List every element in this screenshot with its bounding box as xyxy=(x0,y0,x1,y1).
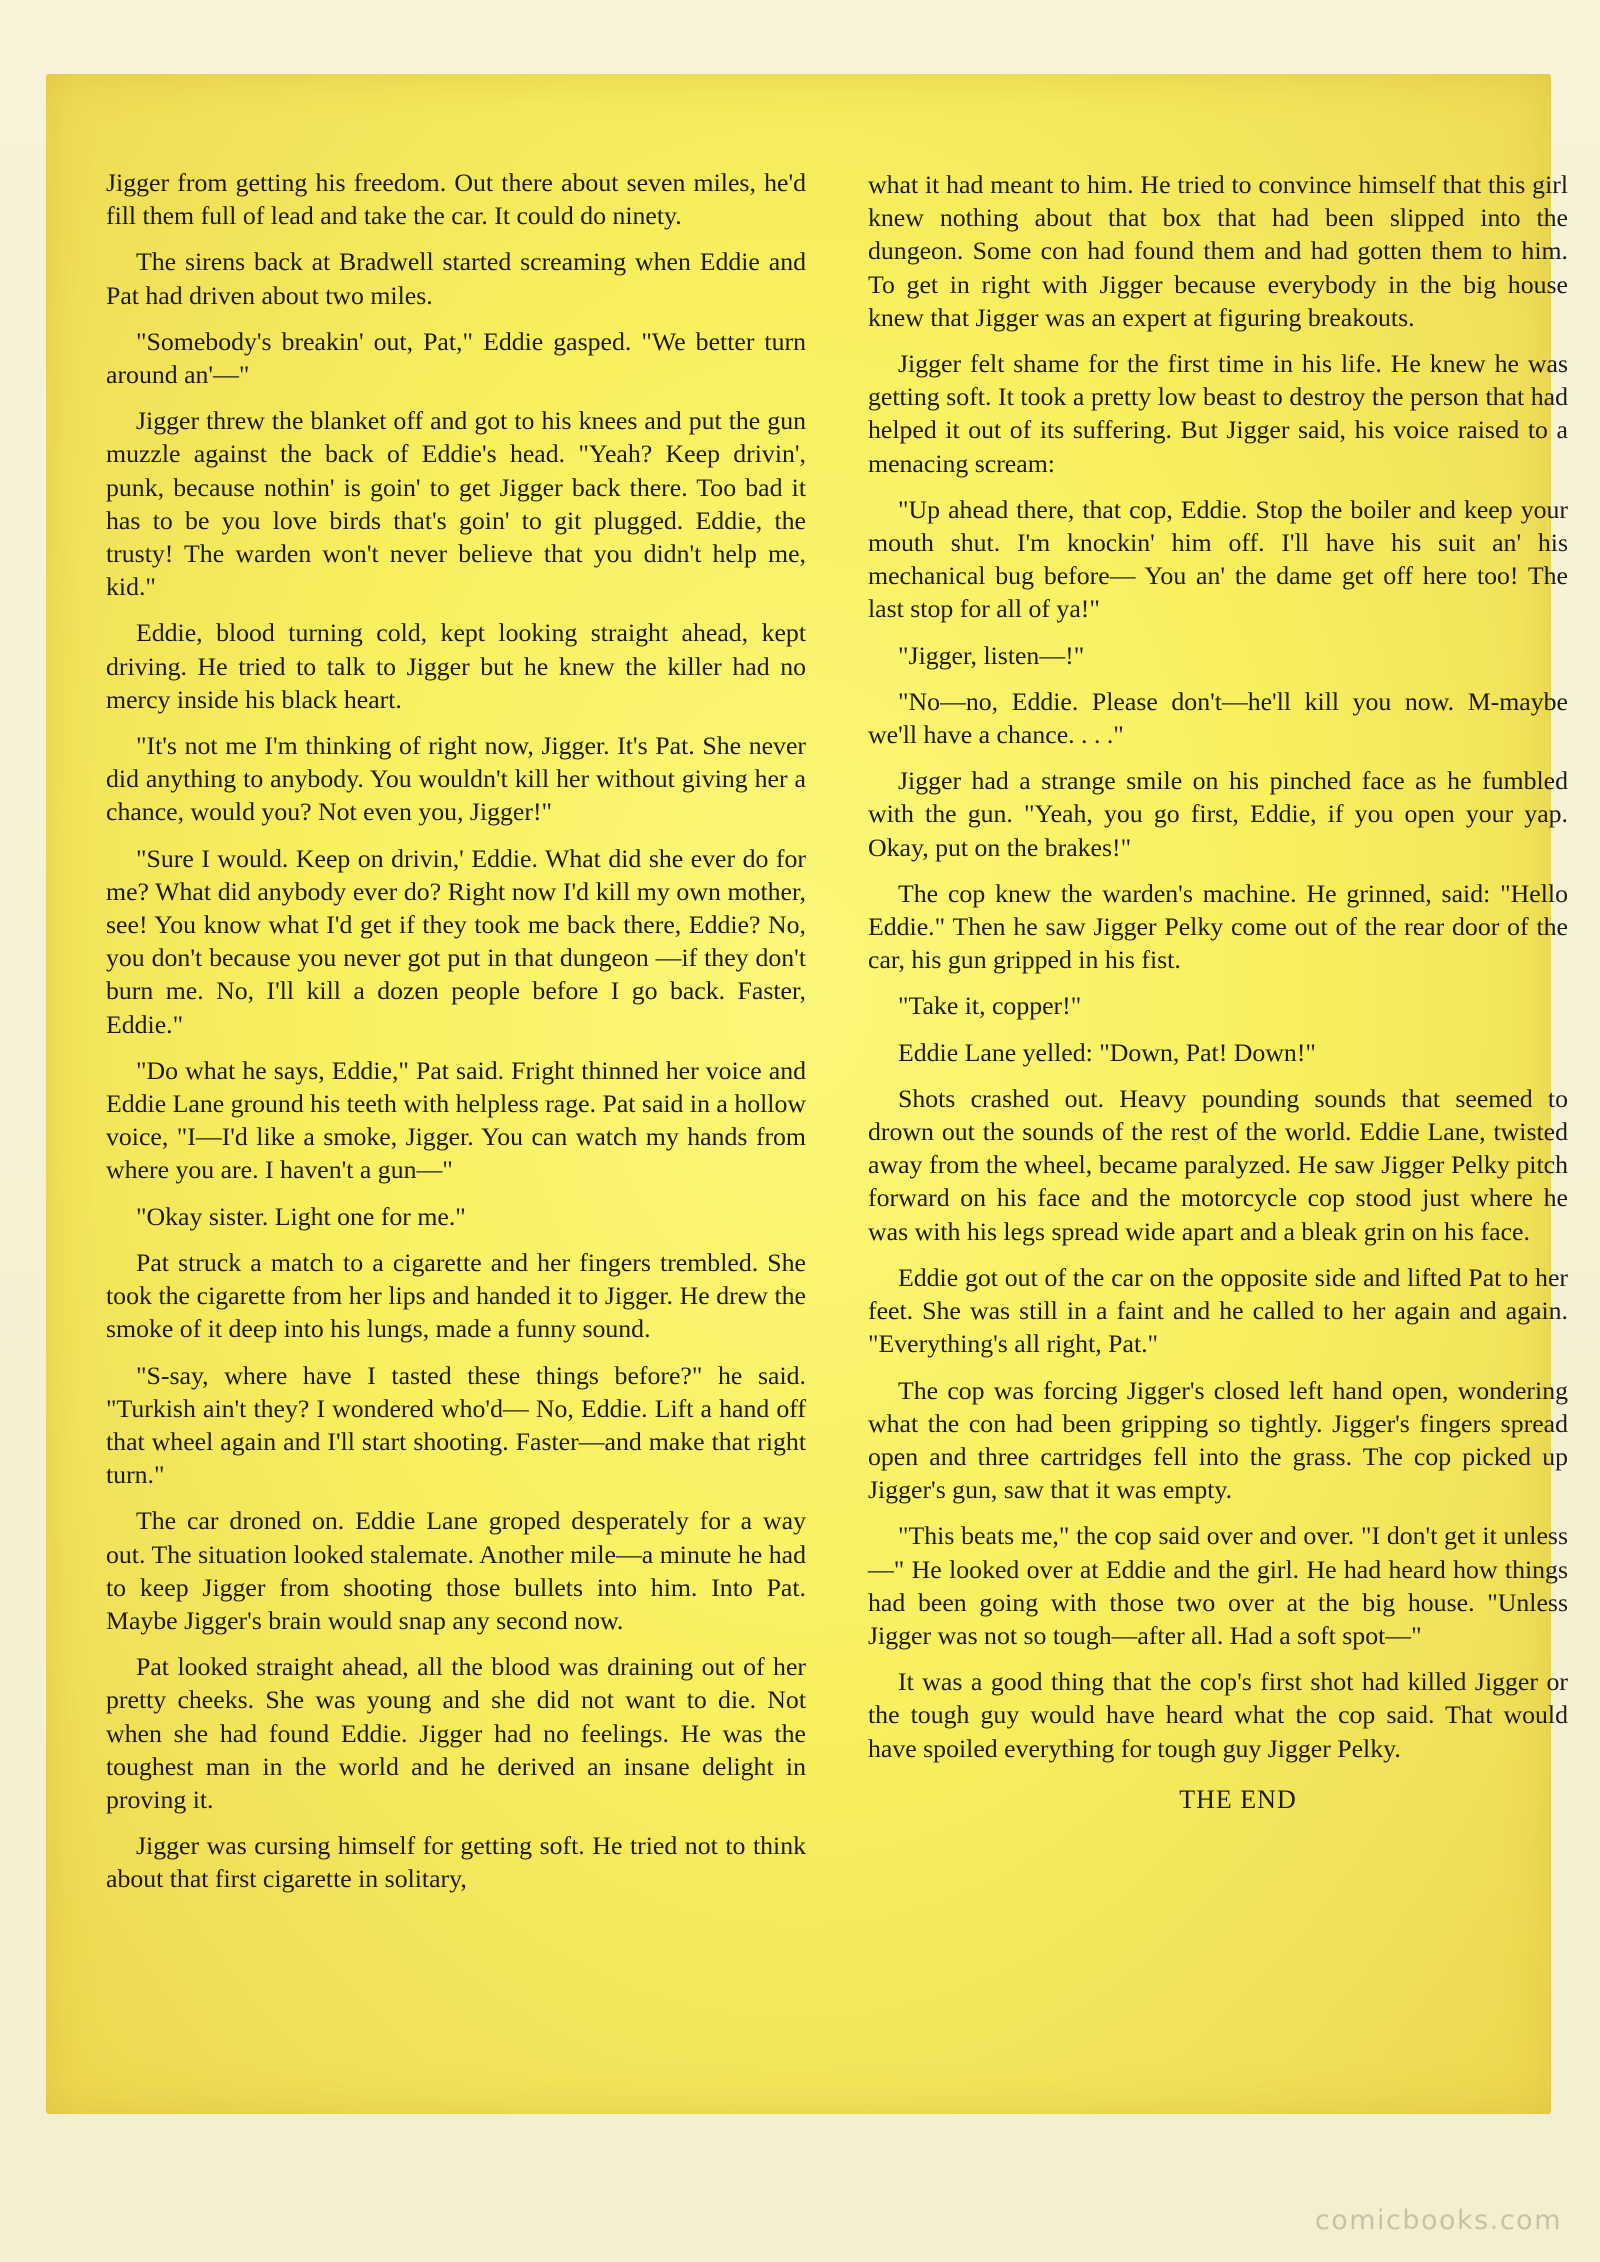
paragraph: "Sure I would. Keep on drivin,' Eddie. What did she ever do for me? What did anybody ever do? Right now I'd kill my own mother, see! You know what I'd get if they took me back there, Eddie? No, you don't because you never got put in that dungeon —if they don't burn me. No, I'll kill a dozen people before I go back. Faster, Eddie." xyxy=(106,843,806,1039)
paragraph: "Do what he says, Eddie," Pat said. Fright thinned her voice and Eddie Lane ground his teeth with helpless rage. Pat said in a hollow voice, "I—I'd like a smoke, Jigger. You can watch my hands from where you are. I haven't a gun—" xyxy=(106,1055,806,1185)
paragraph: The car droned on. Eddie Lane groped desperately for a way out. The situation looked stalemate. Another mile—a minute he had to keep Jigger from shooting those bullets into him. Into Pat. Maybe Jigger's brain would snap any second now. xyxy=(106,1506,806,1635)
paragraph: "Take it, copper!" xyxy=(898,991,1082,1021)
the-end-label: THE END xyxy=(1179,1784,1297,1814)
paragraph: The cop was forcing Jigger's closed left hand open, wondering what the con had been gripping so tightly. Jigger's fingers spread open and three cartridges fell into the grass. The cop picked up Jigger's gun, saw that it was empty. xyxy=(868,1375,1568,1505)
paragraph: Jigger from getting his freedom. Out there about seven miles, he'd fill them full of lead and take the car. It could do ninety. xyxy=(106,168,806,231)
watermark: comicbooks.com xyxy=(1314,2205,1562,2236)
paragraph: "This beats me," the cop said over and over. "I don't get it unless—" He looked over at Eddie and the girl. He had heard how things had been going with those two over at the big house. "Unless Jigger was not so tough—after all. Had a soft spot—" xyxy=(868,1521,1568,1650)
paragraph: Jigger was cursing himself for getting soft. He tried not to think about that first cigarette in solitary, xyxy=(106,1831,806,1894)
paragraph: Jigger had a strange smile on his pinched face as he fumbled with the gun. "Yeah, you go first, Eddie, if you open your yap. Okay, put on the brakes!" xyxy=(868,766,1568,862)
paragraph: "S-say, where have I tasted these things before?" he said. "Turkish ain't they? I wondered who'd— No, Eddie. Lift a hand off that wheel again and I'll start shooting. Faster—and make that right turn." xyxy=(106,1360,806,1490)
story-column-right xyxy=(868,168,1568,1829)
paragraph: "Jigger, listen—!" xyxy=(898,640,1085,670)
paragraph: Eddie, blood turning cold, kept looking straight ahead, kept driving. He tried to talk to Jigger but he knew the killer had no mercy inside his black heart. xyxy=(106,618,806,714)
paragraph: Eddie Lane yelled: "Down, Pat! Down!" xyxy=(898,1037,1316,1067)
text-panel xyxy=(46,74,1568,2114)
paragraph: Eddie got out of the car on the opposite side and lifted Pat to her feet. She was still in a faint and he called to her again and again. "Everything's all right, Pat." xyxy=(868,1262,1568,1359)
paragraph: Shots crashed out. Heavy pounding sounds that seemed to drown out the sounds of the rest of the world. Eddie Lane, twisted away from the wheel, became paralyzed. He saw Jigger Pelky pitch forward on his face and the motorcycle cop stood just where he was with his legs spread wide apart and a bleak grin on his face. xyxy=(868,1083,1568,1246)
paragraph: "Okay sister. Light one for me." xyxy=(136,1201,466,1231)
paragraph: "It's not me I'm thinking of right now, Jigger. It's Pat. She never did anything to anybody. You wouldn't kill her without giving her a chance, would you? Not even you, Jigger!" xyxy=(106,731,806,827)
paragraph: Jigger threw the blanket off and got to his knees and put the gun muzzle against the back of Eddie's head. "Yeah? Keep drivin', punk, because nothin' is goin' to get Jigger back there. Too bad it has to be you love birds that's goin' to git plugged. Eddie, the trusty! The warden won't never believe that you didn't help me, kid." xyxy=(106,406,806,602)
paragraph: The cop knew the warden's machine. He grinned, said: "Hello Eddie." Then he saw Jigger Pelky come out of the rear door of the car, his gun gripped in his fist. xyxy=(868,878,1568,975)
paragraph: "No—no, Eddie. Please don't—he'll kill you now. M-maybe we'll have a chance. . . ." xyxy=(868,686,1568,750)
paragraph: Jigger felt shame for the first time in his life. He knew he was getting soft. It took a pretty low beast to destroy the person that had helped it out of its suffering. But Jigger said, his voice raised to a menacing scream: xyxy=(868,349,1568,478)
paragraph: what it had meant to him. He tried to convince himself that this girl knew nothing about that box that had been slipped into the dungeon. Some con had found them and had gotten them to him. To get in right with Jigger because everybody in the big house knew that Jigger was an expert at figuring breakouts. xyxy=(868,170,1568,332)
paragraph: "Somebody's breakin' out, Pat," Eddie gasped. "We better turn around an'—" xyxy=(106,326,806,390)
paragraph: Pat looked straight ahead, all the blood was draining out of her pretty cheeks. She was young and she did not want to die. Not when she had found Eddie. Jigger had no feelings. He was the toughest man in the world and he derived an insane delight in proving it. xyxy=(106,1652,806,1814)
story-column-left xyxy=(106,166,806,1909)
paragraph: "Up ahead there, that cop, Eddie. Stop the boiler and keep your mouth shut. I'm knockin' him off. I'll have his suit an' his mechanical bug before— You an' the dame get off here too! The last stop for all of ya!" xyxy=(868,494,1568,624)
paragraph: The sirens back at Bradwell started screaming when Eddie and Pat had driven about two miles. xyxy=(106,247,806,310)
paragraph: Pat struck a match to a cigarette and her fingers trembled. She took the cigarette from her lips and handed it to Jigger. He drew the smoke of it deep into his lungs, made a funny sound. xyxy=(106,1247,806,1344)
paragraph: It was a good thing that the cop's first shot had killed Jigger or the tough guy would have heard what the cop said. That would have spoiled everything for tough guy Jigger Pelky. xyxy=(868,1667,1568,1763)
